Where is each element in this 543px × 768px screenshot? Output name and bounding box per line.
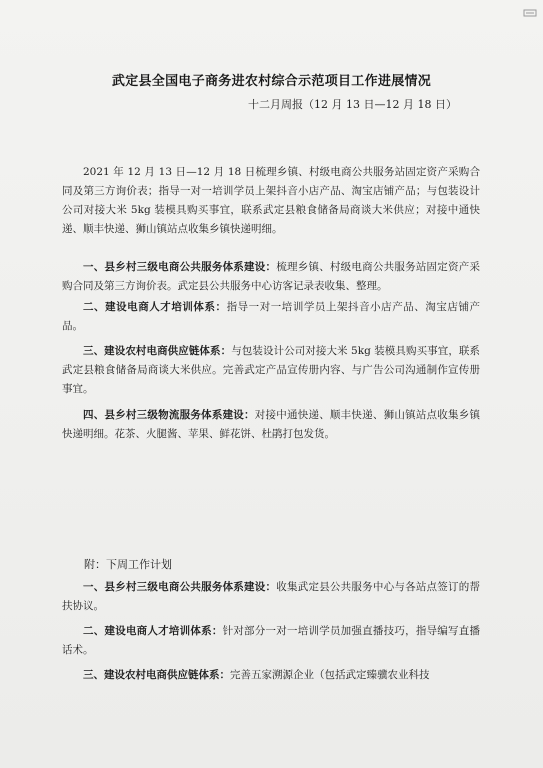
plan-item-2 (62, 622, 480, 660)
plan-item-1 (62, 578, 480, 616)
progress-item-1-text: 梳理乡镇、村级电商公共服务站固定资产采购合同及第三方询价表。武定县公共服务中心访客记录表收集、整理。 (62, 261, 480, 292)
plan-item-1-heading: 一、县乡村三级电商公共服务体系建设： (83, 581, 277, 593)
progress-item-1-heading: 一、县乡村三级电商公共服务体系建设： (83, 261, 277, 273)
plan-item-1-text: 收集武定县公共服务中心与各站点签订的帮扶协议。 (62, 581, 480, 612)
progress-item-3-text: 与包装设计公司对接大米 5kg 装模具购买事宜，联系武定县粮食储备局商谈大米供应。完善武定产品宣传册内容、与广告公司沟通制作宣传册事宜。 (62, 345, 480, 395)
progress-item-4-text: 对接中通快递、顺丰快递、狮山镇站点收集乡镇快递明细。花茶、火腿酱、苹果、鲜花饼、杜鹃打包发货。 (62, 409, 481, 440)
plan-item-2-heading: 二、建设电商人才培训体系： (83, 625, 223, 637)
progress-item-2 (62, 298, 480, 336)
plan-item-2-text: 针对部分一对一培训学员加强直播技巧，指导编写直播话术。 (62, 625, 481, 656)
next-week-plan-heading: 附：下周工作计划 (84, 558, 172, 571)
intro-paragraph: 2021 年 12 月 13 日—12 月 18 日梳理乡镇、村级电商公共服务站固定资产采购合同及第三方询价表；指导一对一培训学员上架抖音小店产品、淘宝店铺产品；与包装设计公司对接大米 5kg 装模具购买事宜，联系武定县粮食储备局商谈大米供应；对接中通快递、顺丰快递、狮山镇站点收集乡镇快递明细。 (62, 166, 480, 235)
progress-item-2-text: 指导一对一培训学员上架抖音小店产品、淘宝店铺产品。 (62, 301, 481, 332)
plan-item-3-heading: 三、建设农村电商供应链体系： (83, 669, 230, 681)
document-title: 武定县全国电子商务进农村综合示范项目工作进展情况 (111, 74, 432, 89)
progress-item-4 (62, 406, 480, 444)
progress-item-1 (62, 258, 480, 296)
document-subtitle: 十二月周报（12 月 13 日—12 月 18 日） (248, 98, 457, 111)
progress-item-2-heading: 二、建设电商人才培训体系： (83, 301, 227, 313)
progress-item-4-heading: 四、县乡村三级物流服务体系建设： (83, 409, 255, 421)
progress-item-3 (62, 342, 480, 399)
plan-item-3 (62, 666, 480, 685)
scan-mark-icon (523, 8, 537, 18)
progress-item-3-heading: 三、建设农村电商供应链体系： (83, 345, 232, 357)
plan-item-3-text: 完善五家溯源企业（包括武定臻骥农业科技 (230, 669, 430, 681)
